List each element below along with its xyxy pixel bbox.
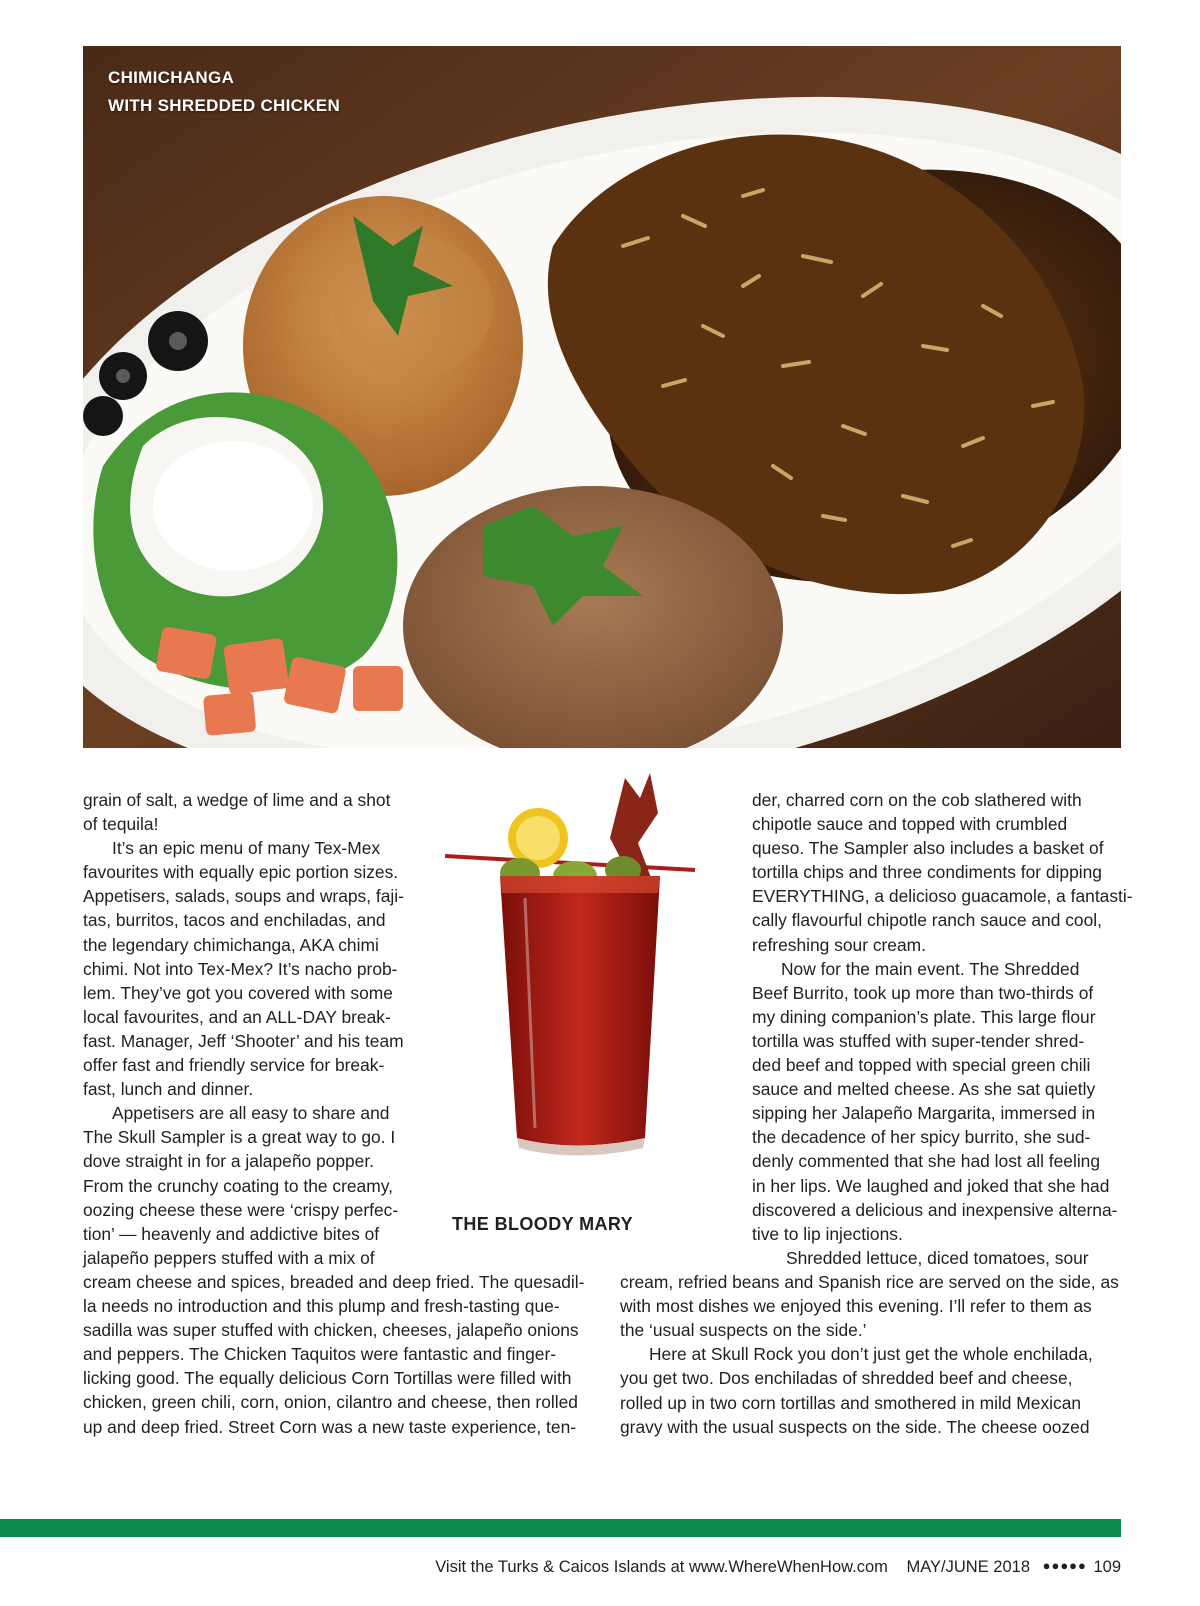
text-line: Appetisers are all easy to share and [112, 1103, 390, 1124]
hero-photo [83, 46, 1121, 748]
text-line: der, charred corn on the cob slathered with [752, 790, 1082, 810]
text-line: lem. They’ve got you covered with some [83, 982, 393, 1003]
text-line: rolled up in two corn tortillas and smothered in mild Mexican [620, 1392, 1082, 1413]
text-line: with most dishes we enjoyed this evening. I’ll refer to them as [620, 1296, 1092, 1317]
photo-caption-line-1: CHIMICHANGA [108, 68, 235, 87]
text-line: ded beef and topped with special green chili [752, 1055, 1091, 1076]
text-line: tortilla was stuffed with super-tender shred- [752, 1030, 1085, 1051]
text-line: sipping her Jalapeño Margarita, immersed in [752, 1103, 1096, 1124]
text-line: chipotle sauce and topped with crumbled [752, 814, 1068, 835]
text-line: EVERYTHING, a delicioso guacamole, a fantasti- [752, 886, 1133, 907]
text-line: Shredded lettuce, diced tomatoes, sour [786, 1248, 1089, 1268]
text-line: The Skull Sampler is a great way to go. I [83, 1127, 396, 1148]
text-line: tortilla chips and three condiments for dipping [752, 862, 1102, 883]
text-line: cream cheese and spices, breaded and deep fried. The quesadil- [83, 1272, 585, 1292]
text-line: oozing cheese these were ‘crispy perfec- [83, 1199, 399, 1220]
text-line: tive to lip injections. [752, 1223, 903, 1244]
photo-caption [108, 64, 340, 120]
text-line: in her lips. We laughed and joked that she had [752, 1175, 1110, 1196]
article-column-left-top [83, 788, 404, 1270]
text-line: Now for the main event. The Shredded [781, 958, 1080, 979]
text-line: grain of salt, a wedge of lime and a shot [83, 790, 391, 810]
chimichanga-plate-image [83, 46, 1121, 748]
footer-visit-text: Visit the Turks & Caicos Islands at www.WhereWhenHow.com [435, 1558, 888, 1576]
text-line: and peppers. The Chicken Taquitos were fantastic and finger- [83, 1344, 557, 1365]
text-line: It’s an epic menu of many Tex-Mex [112, 838, 381, 859]
text-line: sadilla was super stuffed with chicken, cheeses, jalapeño onions [83, 1320, 579, 1341]
drink-caption: THE BLOODY MARY [452, 1214, 634, 1234]
article-column-left-bottom [83, 1270, 584, 1439]
text-line: jalapeño peppers stuffed with a mix of [83, 1247, 375, 1268]
text-line: my dining companion’s plate. This large flour [752, 1006, 1096, 1027]
text-line: favourites with equally epic portion sizes. [83, 862, 399, 883]
text-line: gravy with the usual suspects on the side. The cheese oozed [620, 1416, 1090, 1437]
article-column-right-bottom [620, 1246, 1119, 1439]
text-line: the ‘usual suspects on the side.’ [620, 1320, 867, 1341]
text-line: queso. The Sampler also includes a basket of [752, 838, 1104, 859]
text-line: la needs no introduction and this plump and fresh-tasting que- [83, 1296, 560, 1317]
text-line: dove straight in for a jalapeño popper. [83, 1151, 375, 1172]
bloody-mary-photo [445, 768, 715, 1198]
text-line: of tequila! [83, 814, 159, 835]
footer-issue: MAY/JUNE 2018 [906, 1558, 1031, 1576]
text-line: Here at Skull Rock you don’t just get the whole enchilada, [649, 1344, 1093, 1365]
text-line: the decadence of her spicy burrito, she sud- [752, 1127, 1091, 1148]
text-line: tas, burritos, tacos and enchiladas, and [83, 910, 386, 931]
text-line: cally flavourful chipotle ranch sauce and cool, [752, 910, 1102, 931]
text-line: fast. Manager, Jeff ‘Shooter’ and his team [83, 1030, 404, 1051]
text-line: chimi. Not into Tex-Mex? It’s nacho prob- [83, 958, 398, 979]
article-column-right-top [752, 788, 1133, 1246]
text-line: tion’ — heavenly and addictive bites of [83, 1223, 380, 1244]
text-line: licking good. The equally delicious Corn Tortillas were filled with [83, 1368, 572, 1389]
text-line: chicken, green chili, corn, onion, cilantro and cheese, then rolled [83, 1392, 578, 1413]
text-line: the legendary chimichanga, AKA chimi [83, 934, 379, 955]
footer-accent-bar [0, 1519, 1121, 1537]
text-line: From the crunchy coating to the creamy, [83, 1175, 393, 1196]
text-line: denly commented that she had lost all feeling [752, 1151, 1101, 1172]
text-line: offer fast and friendly service for break- [83, 1055, 385, 1076]
text-line: you get two. Dos enchiladas of shredded beef and cheese, [620, 1368, 1073, 1389]
text-line: fast, lunch and dinner. [83, 1079, 254, 1100]
footer-dots: ●●●●● [1042, 1558, 1087, 1573]
text-line: cream, refried beans and Spanish rice are served on the side, as [620, 1272, 1119, 1293]
text-line: Appetisers, salads, soups and wraps, faji- [83, 886, 404, 907]
page-footer [435, 1558, 1121, 1577]
text-line: discovered a delicious and inexpensive alterna- [752, 1199, 1118, 1220]
bloody-mary-image [445, 768, 715, 1198]
text-line: local favourites, and an ALL-DAY break- [83, 1006, 391, 1027]
text-line: refreshing sour cream. [752, 934, 926, 955]
text-line: Beef Burrito, took up more than two-thirds of [752, 982, 1094, 1003]
photo-caption-line-2: WITH SHREDDED CHICKEN [108, 96, 341, 115]
text-line: up and deep fried. Street Corn was a new taste experience, ten- [83, 1416, 577, 1437]
page-number: 109 [1093, 1558, 1121, 1576]
text-line: sauce and melted cheese. As she sat quietly [752, 1079, 1096, 1100]
